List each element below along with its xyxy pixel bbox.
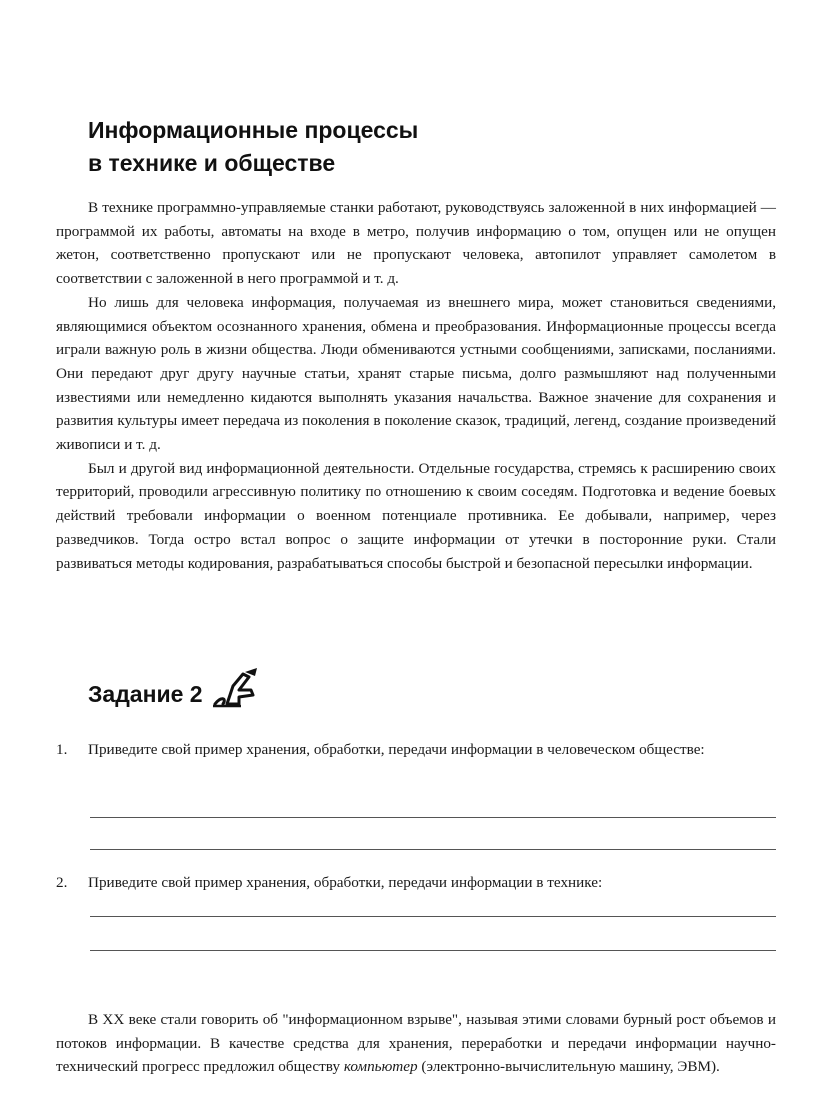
question-2 bbox=[56, 871, 776, 895]
paragraph bbox=[56, 1008, 776, 1079]
paragraph: Был и другой вид информационной деятельности. Отдельные государства, стремясь к расширению своих территорий, проводили агрессивную политику по отношению к своим соседям. Подготовка и ведение боевых действий требовали информации о военном потенциале противника. Ее добывали, например, через разведчиков. Тогда остро встал вопрос о защите информации от утечки в посторонние руки. Стали развиваться методы кодирования, разрабатываться способы быстрой и безопасной пересылки информации. bbox=[56, 459, 776, 572]
outro-text-after: (электронно-вычислительную машину, ЭВМ). bbox=[417, 1058, 720, 1076]
question-text: Приведите свой пример хранения, обработки, передачи информации в технике: bbox=[88, 874, 603, 891]
answer-line[interactable] bbox=[90, 950, 776, 951]
outro-text-before: В XX веке стали говорить об "информационном взрыве", называя этими словами бурный рост объемов и потоков информации. В качестве средства для хранения, переработки и передачи информации научно-технический прогресс предложил обществу bbox=[56, 1011, 776, 1076]
intro-text bbox=[56, 196, 776, 575]
answer-line[interactable] bbox=[90, 849, 776, 850]
page-title-line-1: Информационные процессы bbox=[88, 117, 419, 143]
task-heading bbox=[88, 668, 265, 708]
question-text: Приведите свой пример хранения, обработки, передачи информации в человеческом обществе: bbox=[88, 741, 705, 758]
paragraph: В технике программно-управляемые станки работают, руководствуясь заложенной в них информацией — программой их работы, автоматы на входе в метро, получив информацию о том, опущен или не опущен жетон, соответственно пропускают или не пропускают человека, автопилот управляет самолетом в соответствии с заложенной в него программой и т. д. bbox=[56, 199, 776, 288]
outro-text bbox=[56, 1008, 776, 1079]
answer-line[interactable] bbox=[90, 817, 776, 818]
page-title bbox=[88, 114, 418, 180]
task-title: Задание 2 bbox=[88, 681, 203, 707]
question-number: 2. bbox=[56, 874, 68, 891]
paragraph: Но лишь для человека информация, получаемая из внешнего мира, может становиться сведениями, являющимися объектом осознанного хранения, обмена и преобразования. Информационные процессы всегда играли важную роль в жизни общества. Люди обмениваются устными сообщениями, записками, посланиями. Они передают друг другу научные статьи, хранят старые письма, долго размышляют над полученными известиями или немедленно кидаются выполнять указания начальства. Важное значение для сохранения и развития культуры имеет передача из поколения в поколение сказок, традиций, легенд, создание произведений живописи и т. д. bbox=[56, 293, 776, 454]
question-1 bbox=[56, 738, 776, 762]
writing-hand-icon bbox=[209, 668, 265, 708]
question-number: 1. bbox=[56, 741, 68, 758]
page-title-line-2: в технике и обществе bbox=[88, 150, 336, 176]
term-computer: компьютер bbox=[343, 1058, 418, 1076]
answer-line[interactable] bbox=[90, 916, 776, 917]
